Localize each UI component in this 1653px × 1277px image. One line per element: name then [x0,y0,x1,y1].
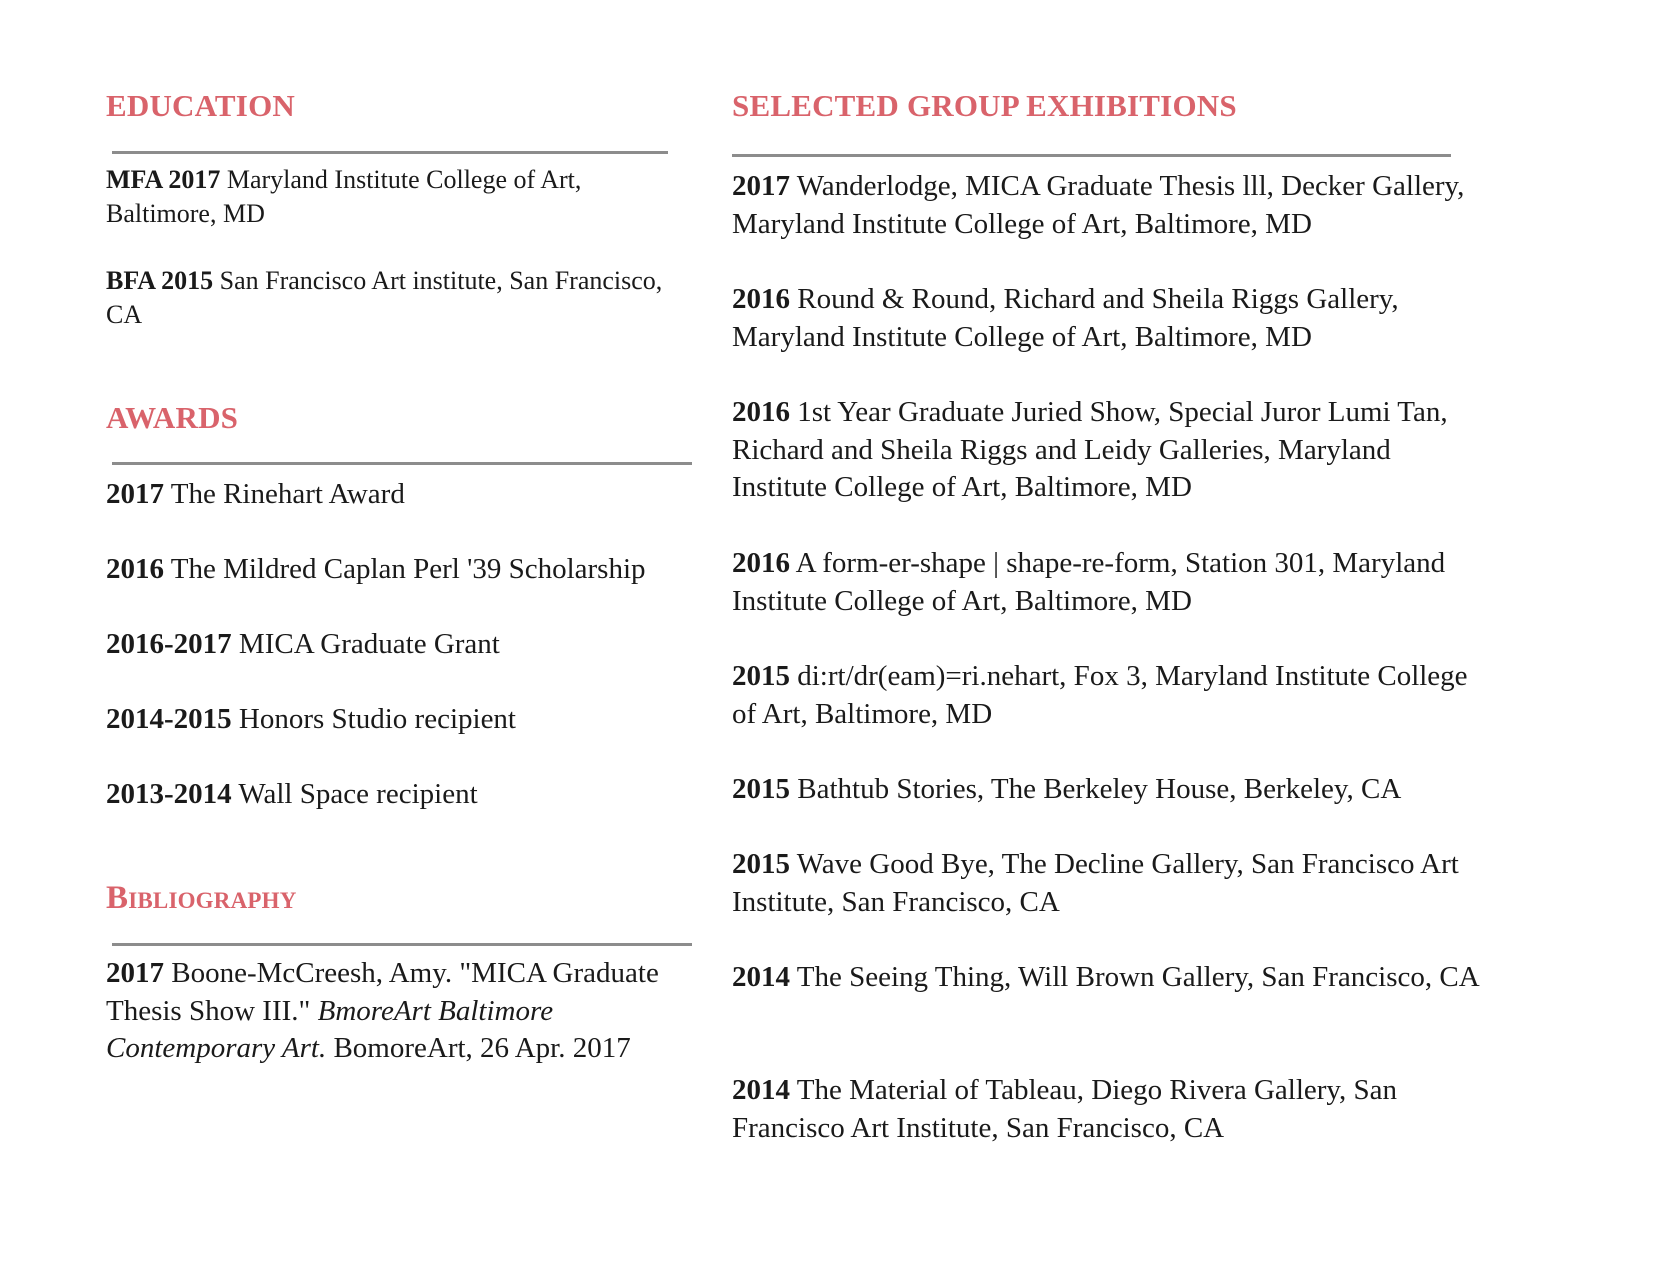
award-title: Honors Studio recipient [238,703,516,735]
awards-heading: AWARDS [106,400,239,435]
bibliography-source: BomoreArt, 26 Apr. 2017 [333,1032,631,1065]
exhibitions-divider [732,154,1451,157]
education-heading: EDUCATION [106,88,295,123]
exhibition-item [732,959,1492,997]
exhibition-year: 2015 [732,848,790,880]
exhibition-details: Wanderlodge, MICA Graduate Thesis lll, Decker Gallery, Maryland Institute College of Art, Baltimore, MD [732,170,1465,240]
award-year: 2016-2017 [106,628,232,660]
exhibition-item [732,394,1492,507]
award-title: The Rinehart Award [170,478,405,510]
exhibition-details: Wave Good Bye, The Decline Gallery, San Francisco Art Institute, San Francisco, CA [732,848,1459,918]
exhibition-details: A form-er-shape | shape-re-form, Station 301, Maryland Institute College of Art, Baltimore, MD [732,547,1446,617]
awards-divider [112,462,692,465]
exhibition-year: 2016 [732,547,790,579]
award-title: MICA Graduate Grant [238,628,500,660]
bibliography-item [106,955,716,1068]
education-institution: Maryland Institute College of Art, Baltimore, MD [106,165,582,229]
education-item [106,163,666,232]
award-item [106,625,500,664]
exhibition-year: 2014 [732,961,790,993]
education-institution: San Francisco Art institute, San Francisco, CA [106,266,663,330]
exhibition-item [732,771,1492,809]
award-item [106,700,516,739]
exhibition-year: 2015 [732,773,790,805]
exhibition-year: 2015 [732,660,790,692]
education-degree-year: MFA 2017 [106,165,221,194]
award-item [106,475,405,514]
award-title: Wall Space recipient [238,778,478,810]
bibliography-heading: Bibliography [106,880,297,916]
award-year: 2013-2014 [106,778,232,810]
award-title: The Mildred Caplan Perl '39 Scholarship [170,553,646,585]
exhibition-details: The Seeing Thing, Will Brown Gallery, San Francisco, CA [796,961,1480,993]
bibliography-year: 2017 [106,957,164,989]
exhibition-item [732,1072,1492,1147]
education-item [106,264,666,333]
exhibition-details: Bathtub Stories, The Berkeley House, Berkeley, CA [797,773,1402,805]
exhibition-item [732,545,1492,620]
exhibitions-heading: SELECTED GROUP EXHIBITIONS [732,88,1237,123]
exhibition-year: 2017 [732,170,790,202]
exhibition-year: 2014 [732,1074,790,1106]
exhibition-year: 2016 [732,283,790,315]
exhibition-item [732,846,1492,921]
education-degree-year: BFA 2015 [106,266,214,295]
exhibition-details: Round & Round, Richard and Sheila Riggs Gallery, Maryland Institute College of Art, Baltimore, MD [732,283,1399,353]
education-divider [112,151,668,154]
bibliography-publication: BmoreArt Baltimore Contemporary Art. [106,994,554,1065]
exhibition-item [732,168,1492,243]
exhibition-details: 1st Year Graduate Juried Show, Special Juror Lumi Tan, Richard and Sheila Riggs and Leidy Galleries, Maryland Institute College of Art, Baltimore, MD [732,396,1448,504]
award-item [106,775,478,814]
exhibition-details: di:rt/dr(eam)=ri.nehart, Fox 3, Maryland Institute College of Art, Baltimore, MD [732,660,1468,730]
exhibition-details: The Material of Tableau, Diego Rivera Gallery, San Francisco Art Institute, San Francisco, CA [732,1074,1398,1144]
award-year: 2014-2015 [106,703,232,735]
award-year: 2016 [106,553,164,585]
bibliography-divider [112,943,692,946]
exhibition-item [732,658,1492,733]
award-year: 2017 [106,478,164,510]
bibliography-citation: Boone-McCreesh, Amy. "MICA Graduate Thesis Show III." [106,957,659,1027]
exhibition-item [732,281,1492,356]
exhibition-year: 2016 [732,396,790,428]
award-item [106,550,646,589]
